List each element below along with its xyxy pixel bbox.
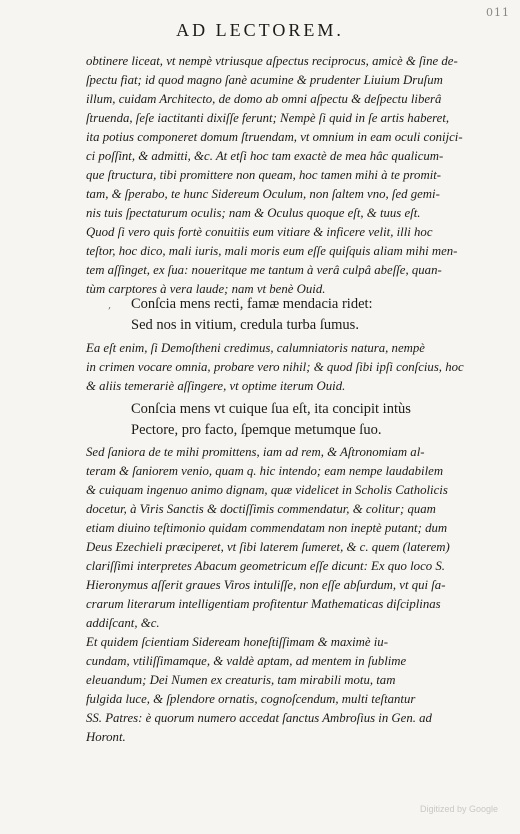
verse-line: Pectore, pro facto, ſpemque metumque ſuo. <box>131 422 382 438</box>
verse-mark: , <box>108 300 112 311</box>
text-line: ſpectu fiat; id quod magno ſanè acumine & prudenter Liuium Druſum <box>86 73 443 87</box>
text-line: in crimen vocare omnia, probare vero nihil; & quod ſibi ipſi conſcius, hoc <box>86 360 464 374</box>
text-line: tam, & ſperabo, te hunc Sidereum Oculum, non ſaltem vno, ſed gemi- <box>86 187 440 201</box>
text-line: cundam, vtiliſſimamque, & valdè aptam, ad mentem in ſublime <box>86 654 407 668</box>
text-line: addiſcant, &c. <box>86 616 160 630</box>
text-line: etiam diuino teſtimonio quidam commendatam non ineptè putant; dum <box>86 521 448 535</box>
text-line: Et quidem ſcientiam Sideream honeſtiſſimam & maximè iu- <box>86 635 388 649</box>
digitization-watermark: Digitized by Google <box>419 804 498 814</box>
text-line: teram & ſaniorem venio, quam q. hic intendo; eam nempe laudabilem <box>86 464 444 478</box>
text-line: tùm carptores à vera laude; nam vt benè Ouid. <box>86 282 326 296</box>
text-line: Deus Ezechieli præciperet, vt ſibi laterem ſumeret, & c. quem (laterem) <box>86 540 450 554</box>
paragraph-3 <box>86 443 492 633</box>
running-head: AD LECTOREM. <box>176 20 344 40</box>
verse-line: Conſcia mens recti, famæ mendacia ridet: <box>131 296 373 312</box>
text-line: ita potius componeret domum ſtruendam, vt omnium in eam oculi conijci- <box>86 130 463 144</box>
text-line: crarum literarum intelligentiam profitentur Mathematicas diſciplinas <box>86 597 441 611</box>
text-line: SS. Patres: è quorum numero accedat ſanctus Ambroſius in Gen. ad <box>86 711 432 725</box>
text-line: Sed ſaniora de te mihi promittens, iam ad rem, & Aſtronomiam al- <box>86 445 425 459</box>
page-folio: 011 <box>486 6 510 19</box>
verse-quotation-2 <box>131 399 411 441</box>
verse-quotation-1 <box>131 294 373 336</box>
text-line: Ea eſt enim, ſi Demoſtheni credimus, calumniatoris natura, nempè <box>86 341 425 355</box>
text-line: docetur, à Viris Sanctis & doctiſſimis commendatur, & colitur; quam <box>86 502 436 516</box>
text-line: ci poſſint, & admitti, &c. At etſi hoc tam exactè de mea hâc qualicum- <box>86 149 444 163</box>
text-line: nis tuis ſpectaturum oculis; nam & Oculus quoque eſt, & tuus eſt. <box>86 206 421 220</box>
text-line: Quod ſi vero quis fortè conuitiis eum vitiare & inficere velit, illi hoc <box>86 225 433 239</box>
paragraph-1 <box>86 52 492 299</box>
text-line: que ſtructura, tibi promittere non queam, hoc tamen mihi à te promit- <box>86 168 442 182</box>
text-line: illum, cuidam Architecto, de domo ab omni aſpectu & deſpectu liberâ <box>86 92 442 106</box>
paragraph-4 <box>86 633 492 747</box>
text-line: fulgida luce, & ſplendore ornatis, cognoſcendum, multi teſtantur <box>86 692 416 706</box>
text-line: & aliis temerariè aſſingere, vt optime iterum Ouid. <box>86 379 346 393</box>
text-line: eleuandum; Dei Numen ex creaturis, tam mirabili motu, tam <box>86 673 396 687</box>
text-line: ſtruenda, ſeſe iactitanti dixiſſe ferunt; Nempè ſi quid in ſe artis haberet, <box>86 111 450 125</box>
text-line: clariſſimi interpretes Abacum geometricum eſſe dicunt: Ex quo loco S. <box>86 559 445 573</box>
verse-line: Conſcia mens vt cuique ſua eſt, ita concipit intùs <box>131 401 411 417</box>
text-line: Horont. <box>86 730 126 744</box>
text-line: Hieronymus aſſerit graues Viros intuliſſe, non eſſe abſurdum, vt qui ſa- <box>86 578 446 592</box>
verse-line: Sed nos in vitium, credula turba ſumus. <box>131 317 359 333</box>
text-line: obtinere liceat, vt nempè vtriusque aſpectus reciprocus, amicè & ſine de- <box>86 54 458 68</box>
text-line: & cuiquam ingenuo animo dignam, quæ videlicet in Scholis Catholicis <box>86 483 448 497</box>
text-line: teſtor, hoc dico, mali iuris, mali moris eum eſſe quiſquis aliam mihi men- <box>86 244 458 258</box>
text-line: tem aſſinget, ex ſua: noueritque me tantum à verâ culpâ abeſſe, quan- <box>86 263 442 277</box>
paragraph-2 <box>86 339 492 396</box>
